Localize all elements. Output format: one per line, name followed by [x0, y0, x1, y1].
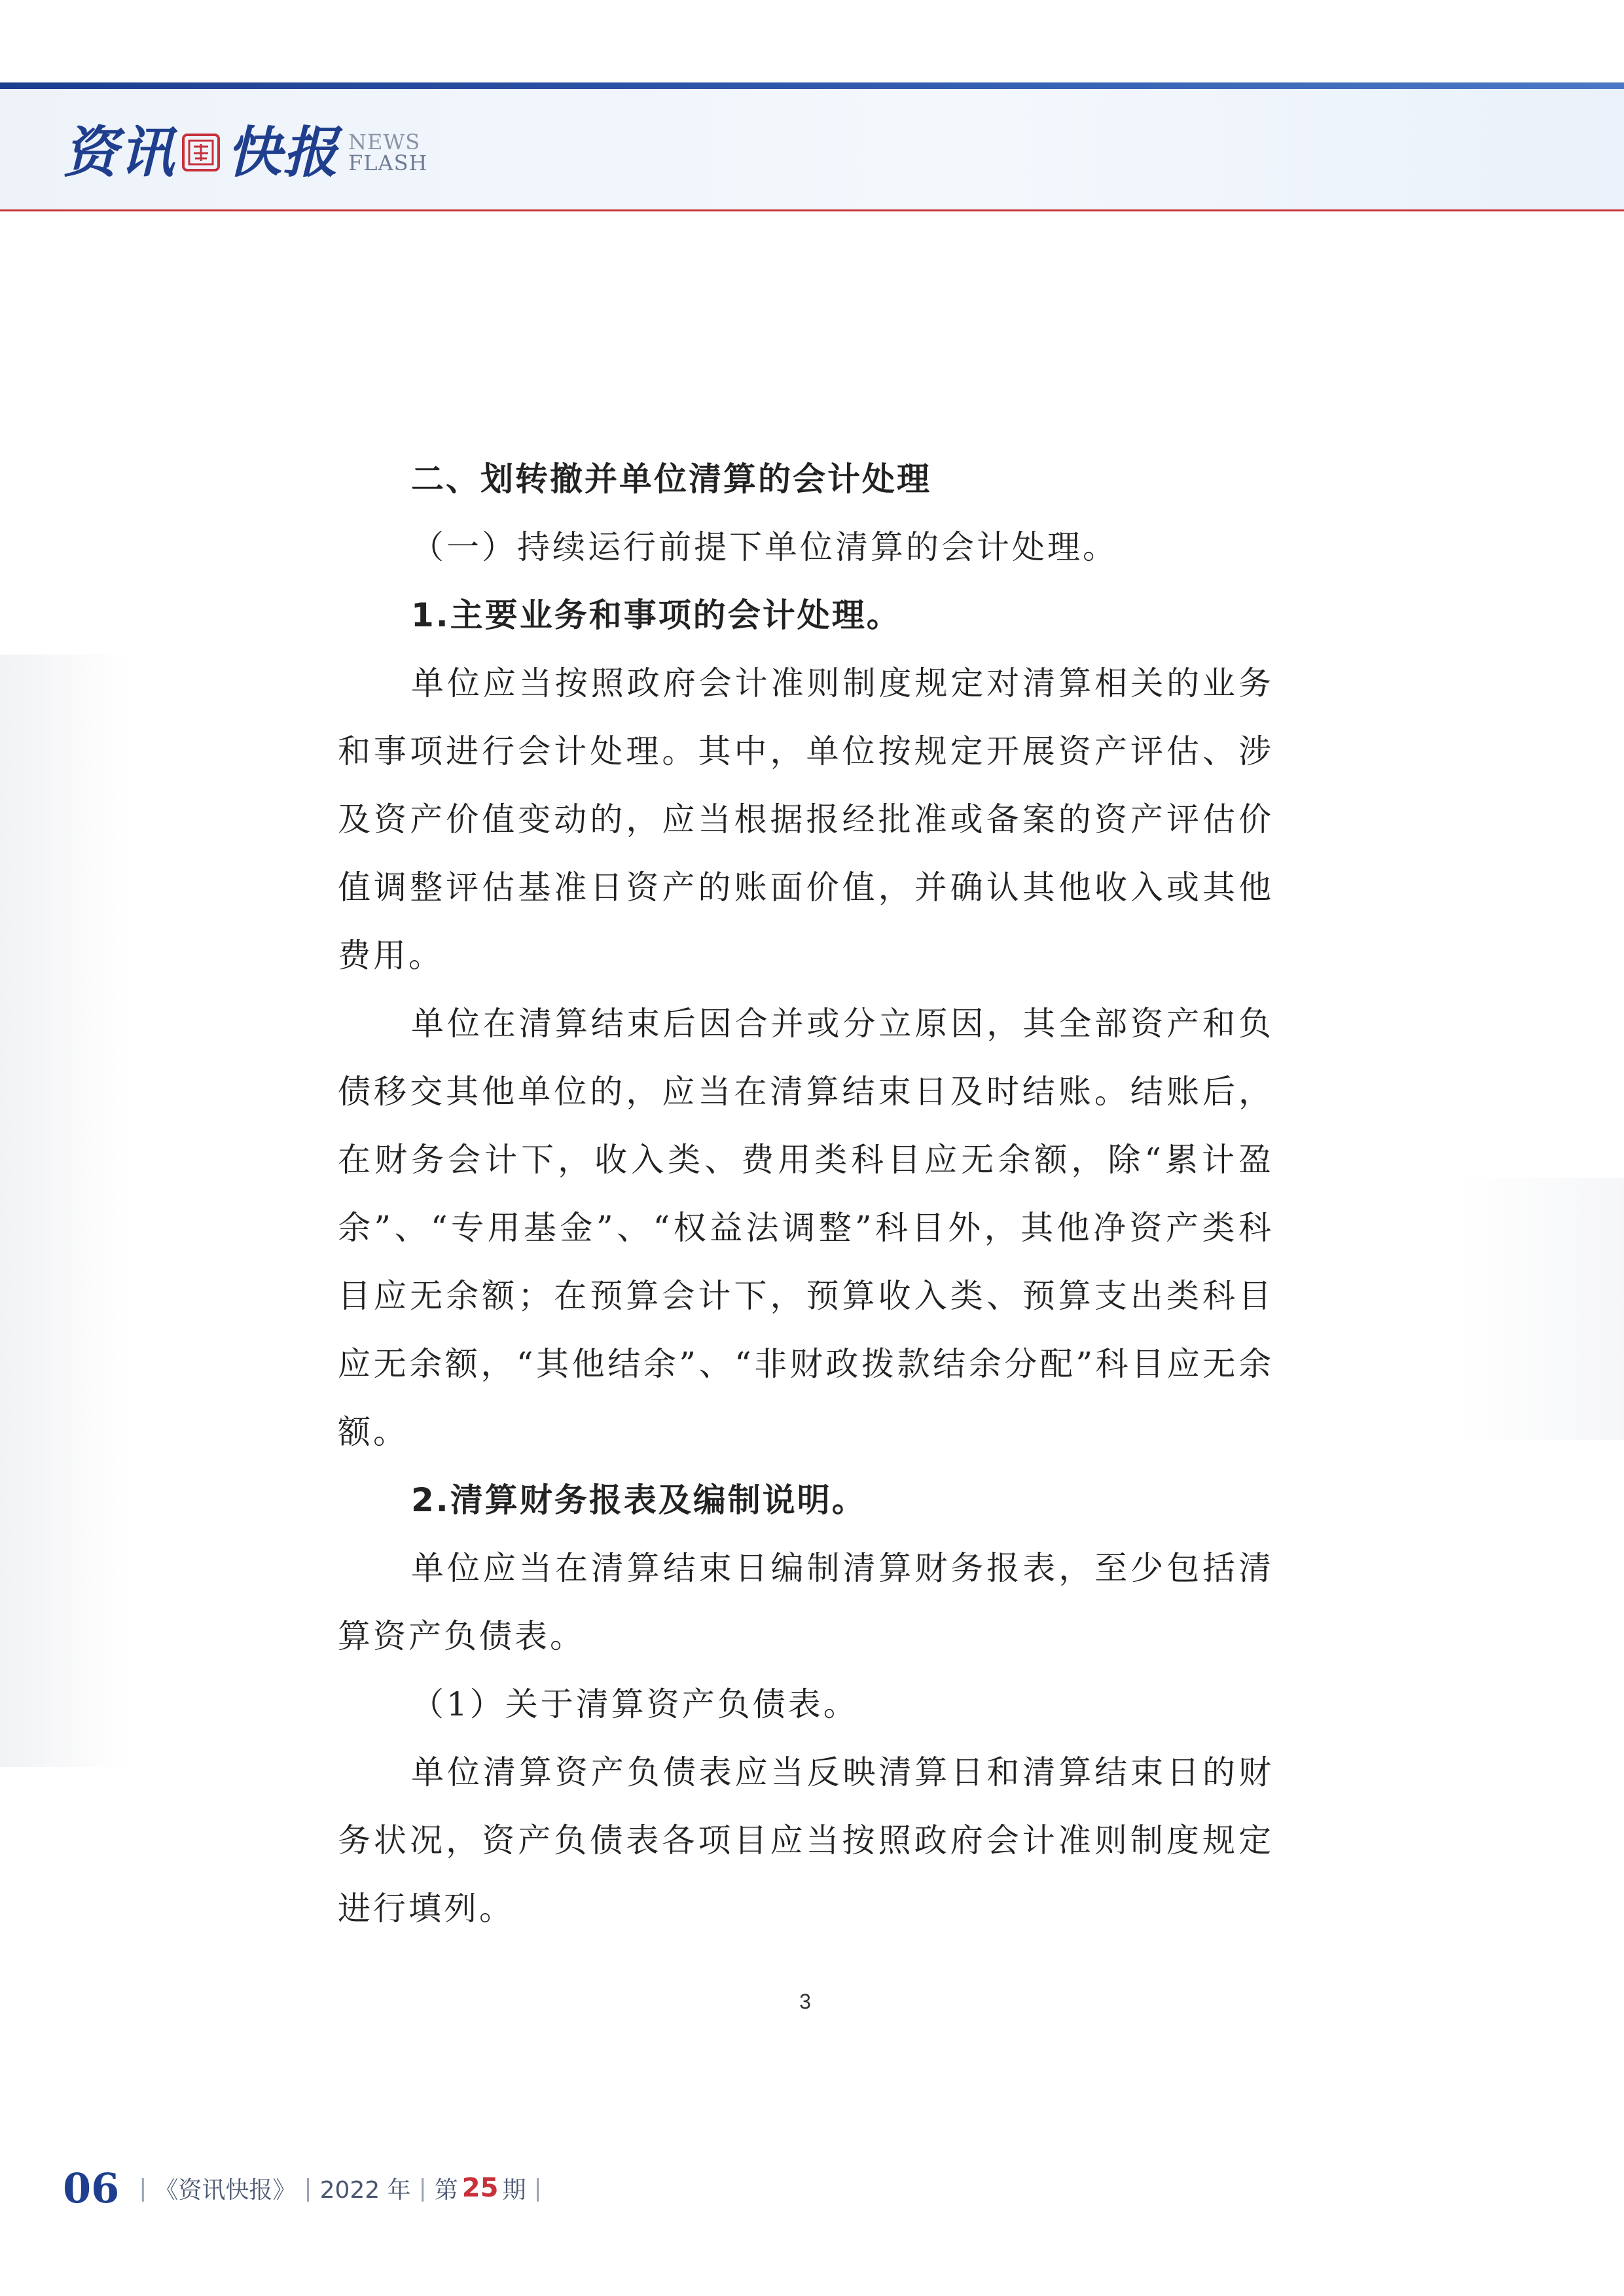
paragraph-4-title: （1）关于清算资产负债表。 — [411, 1685, 859, 1723]
seal-icon — [182, 134, 220, 171]
footer-issue-prefix: 第 — [434, 2176, 458, 2204]
item2-title: 2.清算财务报表及编制说明。 — [411, 1481, 867, 1519]
footer-divider: | — [304, 2174, 312, 2202]
logo-english — [348, 132, 427, 173]
section-title: 二、划转撤并单位清算的会计处理 — [411, 460, 931, 498]
background-decoration-right — [1454, 1178, 1624, 1440]
footer-year: 2022 年 — [319, 2176, 411, 2204]
paragraph-1: 单位应当按照政府会计准则制度规定对清算相关的业务和事项进行会计处理。其中，单位按规定开展资产评估、涉及资产价值变动的，应当根据报经批准或备案的资产评估价值调整评估基准日资产的账面价值，并确认其他收入或其他费用。 — [338, 664, 1274, 975]
background-decoration-left — [0, 655, 131, 1767]
footer-issue-suffix: 期 — [502, 2176, 526, 2204]
footer-publication: 《资讯快报》 — [154, 2176, 297, 2204]
inner-page-number: 3 — [799, 1990, 811, 2013]
item1-title: 1.主要业务和事项的会计处理。 — [411, 596, 901, 634]
logo-text-left: 资讯 — [63, 120, 176, 185]
footer-page-number: 06 — [63, 2164, 120, 2212]
logo-text-right: 快报 — [226, 120, 340, 185]
paragraph-2: 单位在清算结束后因合并或分立原因，其全部资产和负债移交其他单位的，应当在清算结束日及时结账。结账后，在财务会计下，收入类、费用类科目应无余额，除“累计盈余”、“专用基金”、“权益法调整”科目外，其他净资产类科目应无余额；在预算会计下，预算收入类、预算支出类科目应无余额，“其他结余”、“非财政拨款结余分配”科目应无余额。 — [338, 1005, 1274, 1451]
page-footer — [63, 2165, 550, 2211]
article-body — [338, 445, 1274, 1943]
paragraph-5: 单位清算资产负债表应当反映清算日和清算结束日的财务状况，资产负债表各项目应当按照政府会计准则制度规定进行填列。 — [338, 1753, 1274, 1928]
sub-title: （一）持续运行前提下单位清算的会计处理。 — [411, 528, 1118, 566]
publication-logo — [63, 117, 427, 188]
footer-divider: | — [418, 2174, 427, 2202]
header-top-rule — [0, 82, 1624, 89]
logo-english-line2: FLASH — [348, 151, 428, 175]
footer-issue-number: 25 — [461, 2173, 499, 2203]
footer-divider: | — [533, 2174, 542, 2202]
paragraph-3: 单位应当在清算结束日编制清算财务报表，至少包括清算资产负债表。 — [338, 1549, 1274, 1655]
header-bottom-rule — [0, 209, 1624, 211]
logo-english-line1: NEWS — [348, 130, 421, 154]
footer-divider: | — [139, 2174, 147, 2202]
